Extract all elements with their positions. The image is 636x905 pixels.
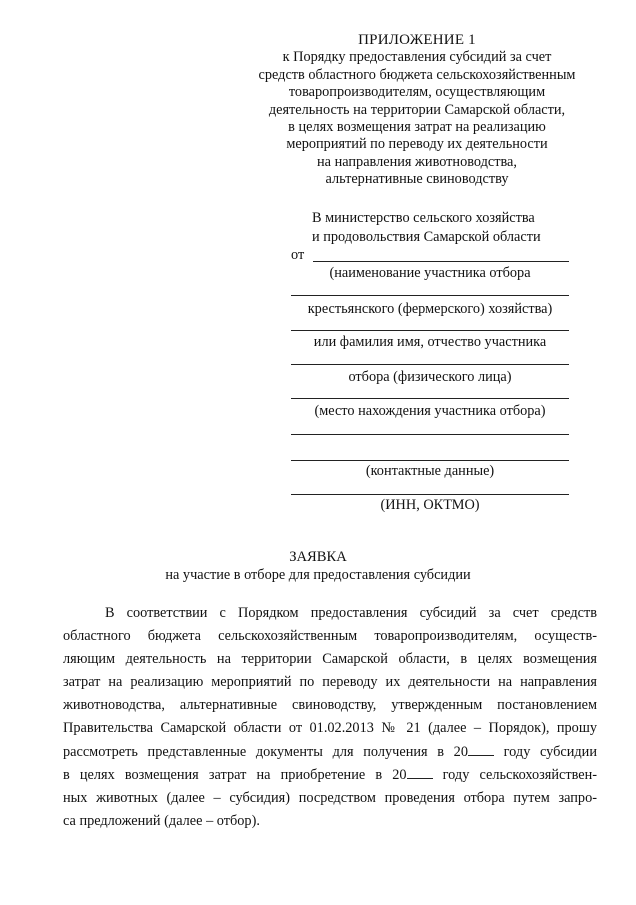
location-extra-field[interactable] <box>291 434 569 435</box>
appendix-line: средств областного бюджета сельскохозяйственным <box>258 66 576 83</box>
appendix-line: в целях возмещения затрат на реализацию <box>288 119 546 136</box>
field-caption: (наименование участника отбора <box>329 265 531 281</box>
field-caption: (ИНН, ОКТМО) <box>380 497 480 513</box>
appendix-line: на направления животноводства, <box>317 153 517 170</box>
appendix-header <box>232 32 602 189</box>
inn-oktmo-field[interactable] <box>291 494 569 495</box>
field-caption: (место нахождения участника отбора) <box>314 403 546 419</box>
appendix-line: деятельность на территории Самарской области, <box>268 101 566 118</box>
year-blank-field[interactable] <box>468 743 494 756</box>
body-line: ляющим деятельность на территории Самарской области, в целях возмещения <box>63 651 597 668</box>
field-caption: (контактные данные) <box>365 463 495 479</box>
appendix-title: ПРИЛОЖЕНИЕ 1 <box>358 32 476 48</box>
appendix-line: альтернативные свиноводству <box>325 171 509 188</box>
field-caption: отбора (физического лица) <box>348 369 512 385</box>
body-line: животноводства, альтернативные свиноводству, утвержденным постановлением <box>63 697 597 714</box>
body-line: областного бюджета сельскохозяйственным товаропроизводителям, осуществ- <box>63 628 597 645</box>
body-line: затрат на реализацию мероприятий по переводу их деятельности на направления <box>63 674 597 691</box>
applicant-person-field[interactable] <box>291 364 569 365</box>
body-text-fragment: в целях возмещения затрат на приобретение в 20 <box>63 766 407 783</box>
contact-data-field[interactable] <box>291 460 569 461</box>
application-subtitle: на участие в отборе для предоставления субсидии <box>165 567 471 583</box>
body-line: са предложений (далее – отбор). <box>63 812 260 829</box>
body-line-with-year <box>63 764 597 787</box>
year-blank-field[interactable] <box>407 766 433 779</box>
field-caption: или фамилия имя, отчество участника <box>313 334 547 350</box>
body-line: ных животных (далее – субсидия) посредством проведения отбора путем запро- <box>63 789 597 806</box>
body-line: В соответствии с Порядком предоставления субсидий за счет средств <box>105 605 597 621</box>
applicant-name-field[interactable] <box>313 261 569 262</box>
body-line: Правительства Самарской области от 01.02.2013 № 21 (далее – Порядок), прошу <box>63 720 597 737</box>
appendix-line: к Порядку предоставления субсидий за счет <box>282 49 552 66</box>
application-title: ЗАЯВКА <box>289 549 347 565</box>
applicant-name-field-2[interactable] <box>291 295 569 296</box>
from-label: от <box>291 247 305 263</box>
addressee-line-2: и продовольствия Самарской области <box>312 229 541 245</box>
body-text-fragment: году субсидии <box>503 743 597 760</box>
appendix-line: товаропроизводителям, осуществляющим <box>288 84 546 101</box>
appendix-line: мероприятий по переводу их деятельности <box>286 136 548 153</box>
applicant-location-field[interactable] <box>291 398 569 399</box>
applicant-fullname-field[interactable] <box>291 330 569 331</box>
body-line-with-year <box>63 741 597 764</box>
body-text-fragment: году сельскохозяйствен- <box>442 766 598 783</box>
body-text-fragment: рассмотреть представленные документы для получения в 20 <box>63 743 468 760</box>
field-caption: крестьянского (фермерского) хозяйства) <box>307 301 553 317</box>
addressee-line-1: В министерство сельского хозяйства <box>312 210 535 226</box>
body-paragraph <box>63 602 597 833</box>
